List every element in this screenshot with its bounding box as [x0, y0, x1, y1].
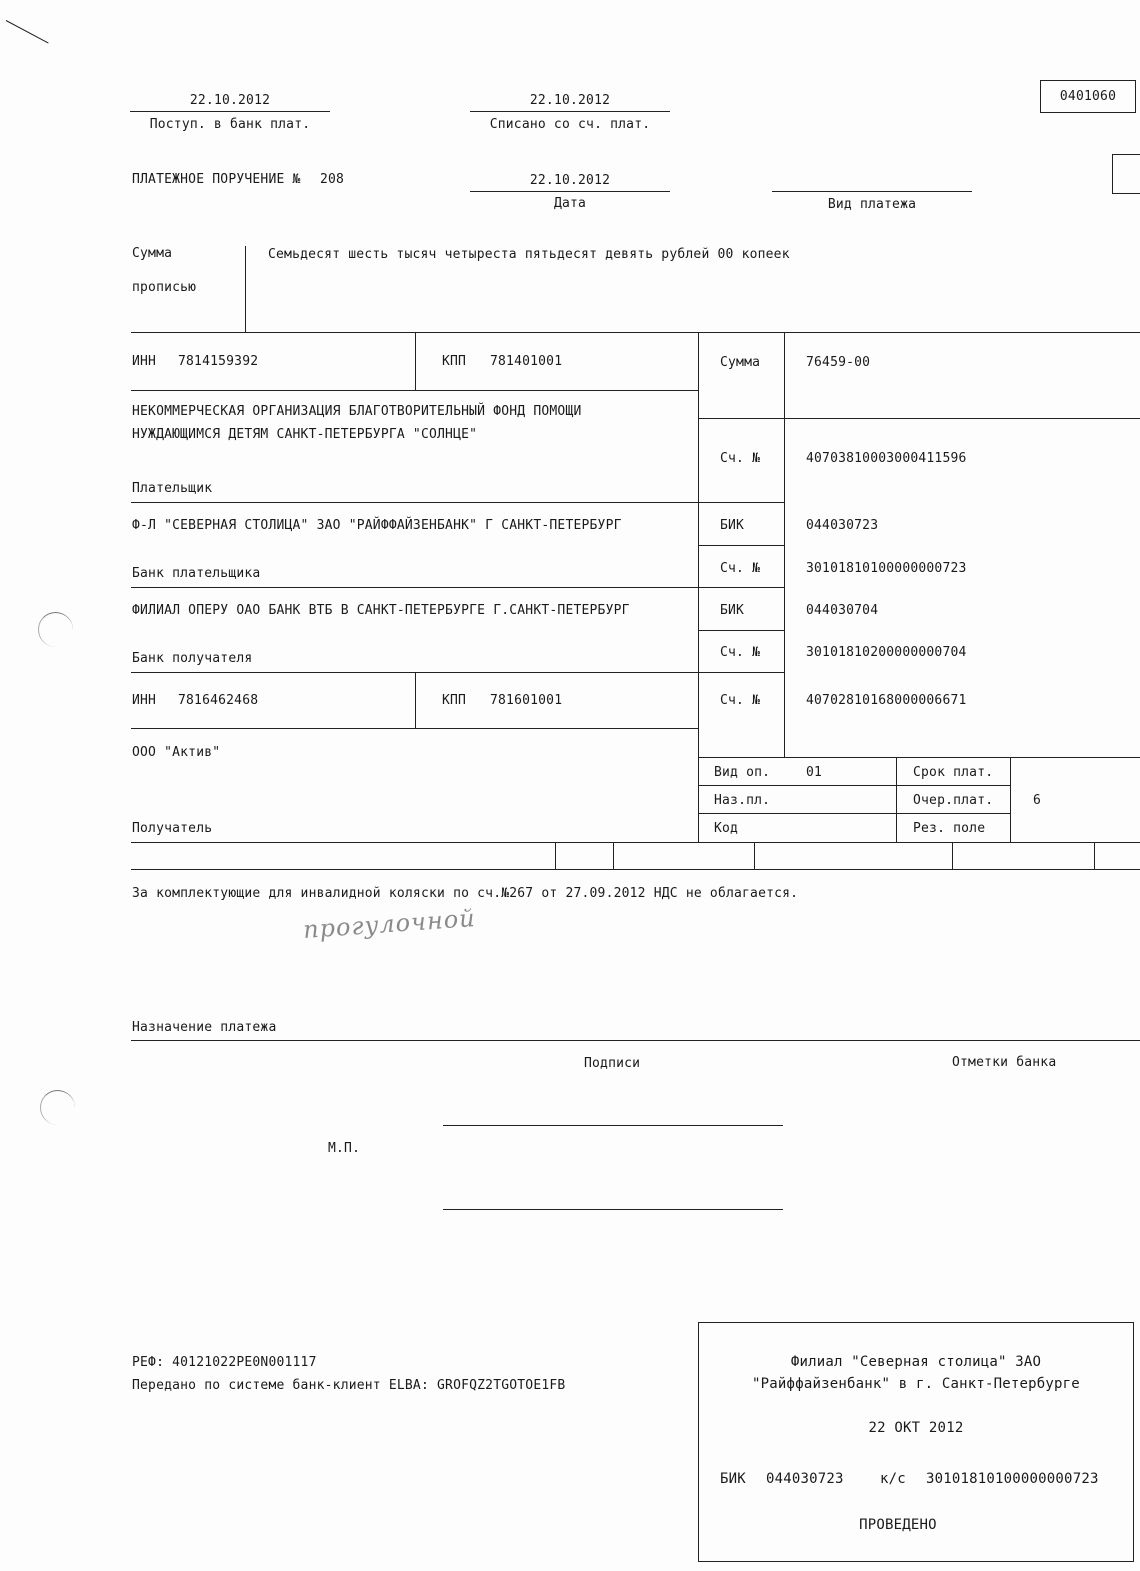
payee-inn: 7816462468 [178, 693, 259, 708]
bank-stamp-bik: 044030723 [766, 1471, 844, 1487]
grid-line [131, 587, 784, 588]
payer-name-line1: НЕКОММЕРЧЕСКАЯ ОРГАНИЗАЦИЯ БЛАГОТВОРИТЕЛЬНЫЙ ФОНД ПОМОЩИ [132, 404, 582, 419]
payee-kpp: 781601001 [490, 693, 563, 708]
order-title: ПЛАТЕЖНОЕ ПОРУЧЕНИЕ № [132, 172, 301, 187]
grid-line [131, 332, 1140, 333]
reference: РЕФ: 40121022PE0N001117 [132, 1355, 317, 1370]
purpose-line [131, 1040, 1140, 1041]
amount-value: 76459-00 [806, 355, 871, 370]
payer-inn-label: ИНН [132, 354, 157, 369]
grid-line [698, 785, 896, 786]
payer-bank-label: Банк плательщика [132, 566, 261, 581]
grid-line [698, 757, 1140, 758]
payee-bank-label: Банк получателя [132, 651, 253, 666]
stamp-place-label: М.П. [328, 1141, 361, 1156]
debited-date: 22.10.2012 [529, 93, 611, 108]
reserve-label: Рез. поле [913, 821, 986, 836]
payee-name: ООО "Актив" [132, 745, 221, 760]
order-date-line [470, 191, 670, 192]
payer-bank-bik: 044030723 [806, 518, 879, 533]
bank-stamp-ks: 30101810100000000723 [926, 1471, 1099, 1487]
priority-label: Очер.плат. [913, 793, 994, 808]
amount-words-text: Семьдесят шесть тысяч четыреста пятьдесят девять рублей 00 копеек [268, 247, 790, 262]
payer-bank-name: Ф-Л "СЕВЕРНАЯ СТОЛИЦА" ЗАО "РАЙФФАЙЗЕНБАНК" Г САНКТ-ПЕТЕРБУРГ [132, 518, 622, 533]
grid-line [415, 332, 416, 390]
payer-kpp-label: КПП [442, 354, 467, 369]
payee-bank-name: ФИЛИАЛ ОПЕРУ ОАО БАНК ВТБ В САНКТ-ПЕТЕРБУРГЕ Г.САНКТ-ПЕТЕРБУРГ [132, 603, 630, 618]
order-number: 208 [320, 172, 345, 187]
amount-words-divider [245, 246, 246, 332]
payer-kpp: 781401001 [490, 354, 563, 369]
payer-account-label: Сч. № [720, 451, 761, 466]
order-date: 22.10.2012 [529, 173, 611, 188]
debited-date-line [470, 111, 670, 112]
payee-inn-label: ИНН [132, 693, 157, 708]
grid-line [131, 672, 784, 673]
amount-label: Сумма [720, 355, 761, 370]
payee-bank-bik: 044030704 [806, 603, 879, 618]
grid-line [698, 418, 1140, 419]
payer-name-line2: НУЖДАЮЩИМСЯ ДЕТЯМ САНКТ-ПЕТЕРБУРГА "СОЛНЦЕ" [132, 427, 478, 442]
grid-line [131, 842, 1140, 843]
received-label: Поступ. в банк плат. [149, 117, 311, 132]
punch-hole-mark [38, 612, 73, 647]
grid-line [131, 869, 1140, 870]
payee-label: Получатель [132, 821, 213, 836]
grid-line [555, 842, 556, 869]
debited-label: Списано со сч. плат. [489, 117, 651, 132]
signatures-label: Подписи [584, 1056, 641, 1071]
form-code: 0401060 [1059, 89, 1117, 104]
priority: 6 [1033, 793, 1042, 808]
punch-hole-mark [40, 1090, 75, 1125]
signature-line-2 [443, 1209, 783, 1210]
bank-stamp-line1: Филиал "Северная столица" ЗАО [790, 1354, 1042, 1370]
grid-line [415, 672, 416, 728]
bank-marks-label: Отметки банка [952, 1055, 1057, 1070]
payer-account: 40703810003000411596 [806, 451, 967, 466]
payment-type-line [772, 191, 972, 192]
payer-bank-account-label: Сч. № [720, 561, 761, 576]
grid-line [896, 757, 897, 842]
payer-label: Плательщик [132, 481, 213, 496]
grid-line [131, 502, 784, 503]
handwritten-note: прогулочной [302, 904, 477, 944]
grid-line [1094, 842, 1095, 869]
payment-type-label: Вид платежа [827, 197, 917, 212]
grid-line [698, 630, 784, 631]
grid-line [896, 785, 1010, 786]
bank-stamp-ks-label: к/с [880, 1471, 906, 1487]
op-type-label: Вид оп. [714, 765, 771, 780]
purpose-text: За комплектующие для инвалидной коляски по сч.№267 от 27.09.2012 НДС не облагается. [132, 886, 799, 901]
payee-account-label: Сч. № [720, 693, 761, 708]
grid-line [784, 332, 785, 757]
grid-line [698, 545, 784, 546]
received-date: 22.10.2012 [189, 93, 271, 108]
payee-kpp-label: КПП [442, 693, 467, 708]
grid-line [131, 390, 698, 391]
grid-line [131, 728, 698, 729]
grid-line [1010, 757, 1011, 842]
grid-line [754, 842, 755, 869]
amount-words-label-1: Сумма [132, 246, 173, 261]
transmission-note: Передано по системе банк-клиент ELBA: GROFQZ2TGOTOE1FB [132, 1378, 566, 1393]
bank-stamp-status: ПРОВЕДЕНО [859, 1517, 937, 1533]
payee-account: 40702810168000006671 [806, 693, 967, 708]
signature-line-1 [443, 1125, 783, 1126]
payer-bank-bik-label: БИК [720, 518, 745, 533]
purpose-code-label: Наз.пл. [714, 793, 771, 808]
scan-mark [6, 20, 49, 43]
payer-inn: 7814159392 [178, 354, 259, 369]
bank-stamp-date: 22 ОКТ 2012 [868, 1420, 964, 1436]
payee-bank-bik-label: БИК [720, 603, 745, 618]
payee-bank-account-label: Сч. № [720, 645, 761, 660]
payment-status-box [1112, 154, 1140, 194]
code-label: Код [714, 821, 739, 836]
op-type: 01 [806, 765, 823, 780]
bank-stamp-line2: "Райффайзенбанк" в г. Санкт-Петербурге [752, 1376, 1080, 1392]
grid-line [952, 842, 953, 869]
received-date-line [130, 111, 330, 112]
grid-line [896, 813, 1010, 814]
grid-line [613, 842, 614, 869]
payer-bank-account: 30101810100000000723 [806, 561, 967, 576]
bank-stamp-bik-label: БИК [720, 1471, 746, 1487]
order-date-label: Дата [553, 196, 587, 211]
payee-bank-account: 30101810200000000704 [806, 645, 967, 660]
grid-line [698, 813, 896, 814]
due-label: Срок плат. [913, 765, 994, 780]
purpose-label: Назначение платежа [132, 1020, 277, 1035]
amount-words-label-2: прописью [132, 280, 197, 295]
